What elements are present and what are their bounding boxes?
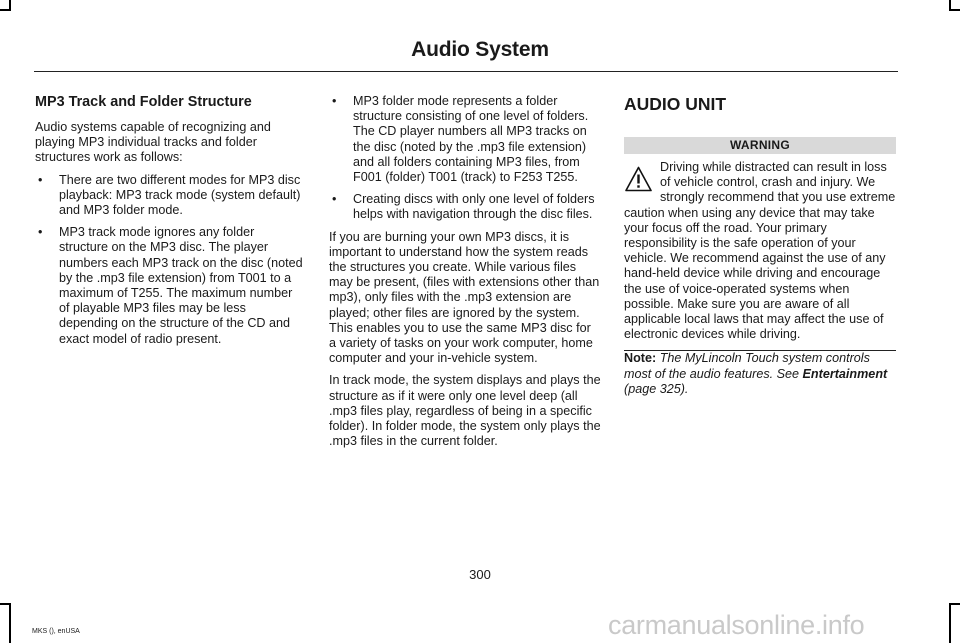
crop-mark [949,9,960,11]
note-text: The MyLincoln Touch system controls most of the audio features. See [624,351,870,381]
list-item [35,173,303,219]
crop-mark [949,603,960,605]
warning-body [624,160,896,342]
section-heading: MP3 Track and Folder Structure [35,94,252,110]
intro-paragraph: Audio systems capable of recognizing and playing MP3 individual tracks and folder structures work as follows: [35,120,271,165]
watermark: carmanualsonline.info [608,610,865,640]
section-heading: AUDIO UNIT [624,94,727,114]
footer-code: MKS (), enUSA [32,628,80,635]
warning-triangle-icon [624,160,660,198]
warning-label: WARNING [624,137,896,154]
list-item [35,225,303,347]
page-header-title: Audio System [411,38,549,61]
bullet-list [329,94,601,223]
list-item [329,192,601,222]
body-paragraph: If you are burning your own MP3 discs, it is important to understand how the system reads the structures you create. While various files may be present, (files with extensions other than mp3), only files with the .mp3 extension are played; other files are ignored by the system. This enables you to use the same MP3 disc for a variety of tasks on your work computer, home computer and your in-vehicle system. [329,229,600,366]
list-item-text: MP3 folder mode represents a folder structure consisting of one level of folders. The CD player numbers all MP3 tracks on the disc (noted by the .mp3 file extension) and all folders containing MP3 files, from F001 (folder) T001 (track) to F253 T255. [353,94,589,185]
bullet-icon: • [38,172,43,187]
page-reference: (page 325). [624,381,689,396]
middle-column [329,94,601,456]
right-column [624,94,896,404]
list-item [329,94,601,185]
crop-mark [9,603,11,643]
entertainment-link[interactable]: Entertainment [802,366,888,381]
note-paragraph [624,351,896,397]
header-rule [34,71,898,72]
bullet-icon: • [332,192,337,207]
list-item-text: MP3 track mode ignores any folder structure on the MP3 disc. The player numbers each MP3 track on the disc (noted by the .mp3 file extension) from T001 to a maximum of T255. The maximum number of playable MP3 files may be less depending on the structure of the CD and exact model of radio present. [59,225,303,346]
bullet-icon: • [38,225,43,240]
list-item-text: Creating discs with only one level of folders helps with navigation through the disc files. [353,192,595,222]
crop-mark [0,9,11,11]
page-number: 300 [469,567,491,582]
crop-mark [949,603,951,643]
body-paragraph: In track mode, the system displays and plays the structure as if it were only one level deep (all .mp3 files play, regardless of being in a specific folder). In folder mode, the system only plays the .mp3 files in the current folder. [329,373,601,449]
list-item-text: There are two different modes for MP3 disc playback: MP3 track mode (system default) and MP3 folder mode. [59,172,301,218]
bullet-list [35,173,303,347]
bullet-icon: • [332,94,337,108]
crop-mark [0,603,11,605]
warning-text: Driving while distracted can result in loss of vehicle control, crash and injury. We strongly recommend that you use extreme caution when using any device that may take your focus off the road. Your primary responsibility is the safe operation of your vehicle. We recommend against the use of any hand-held device while driving and encourage the use of voice-operated systems when possible. Make sure you are aware of all applicable local laws that may affect the use of electronic devices while driving. [624,160,896,342]
note-label: Note: [624,351,657,366]
left-column [35,94,303,354]
